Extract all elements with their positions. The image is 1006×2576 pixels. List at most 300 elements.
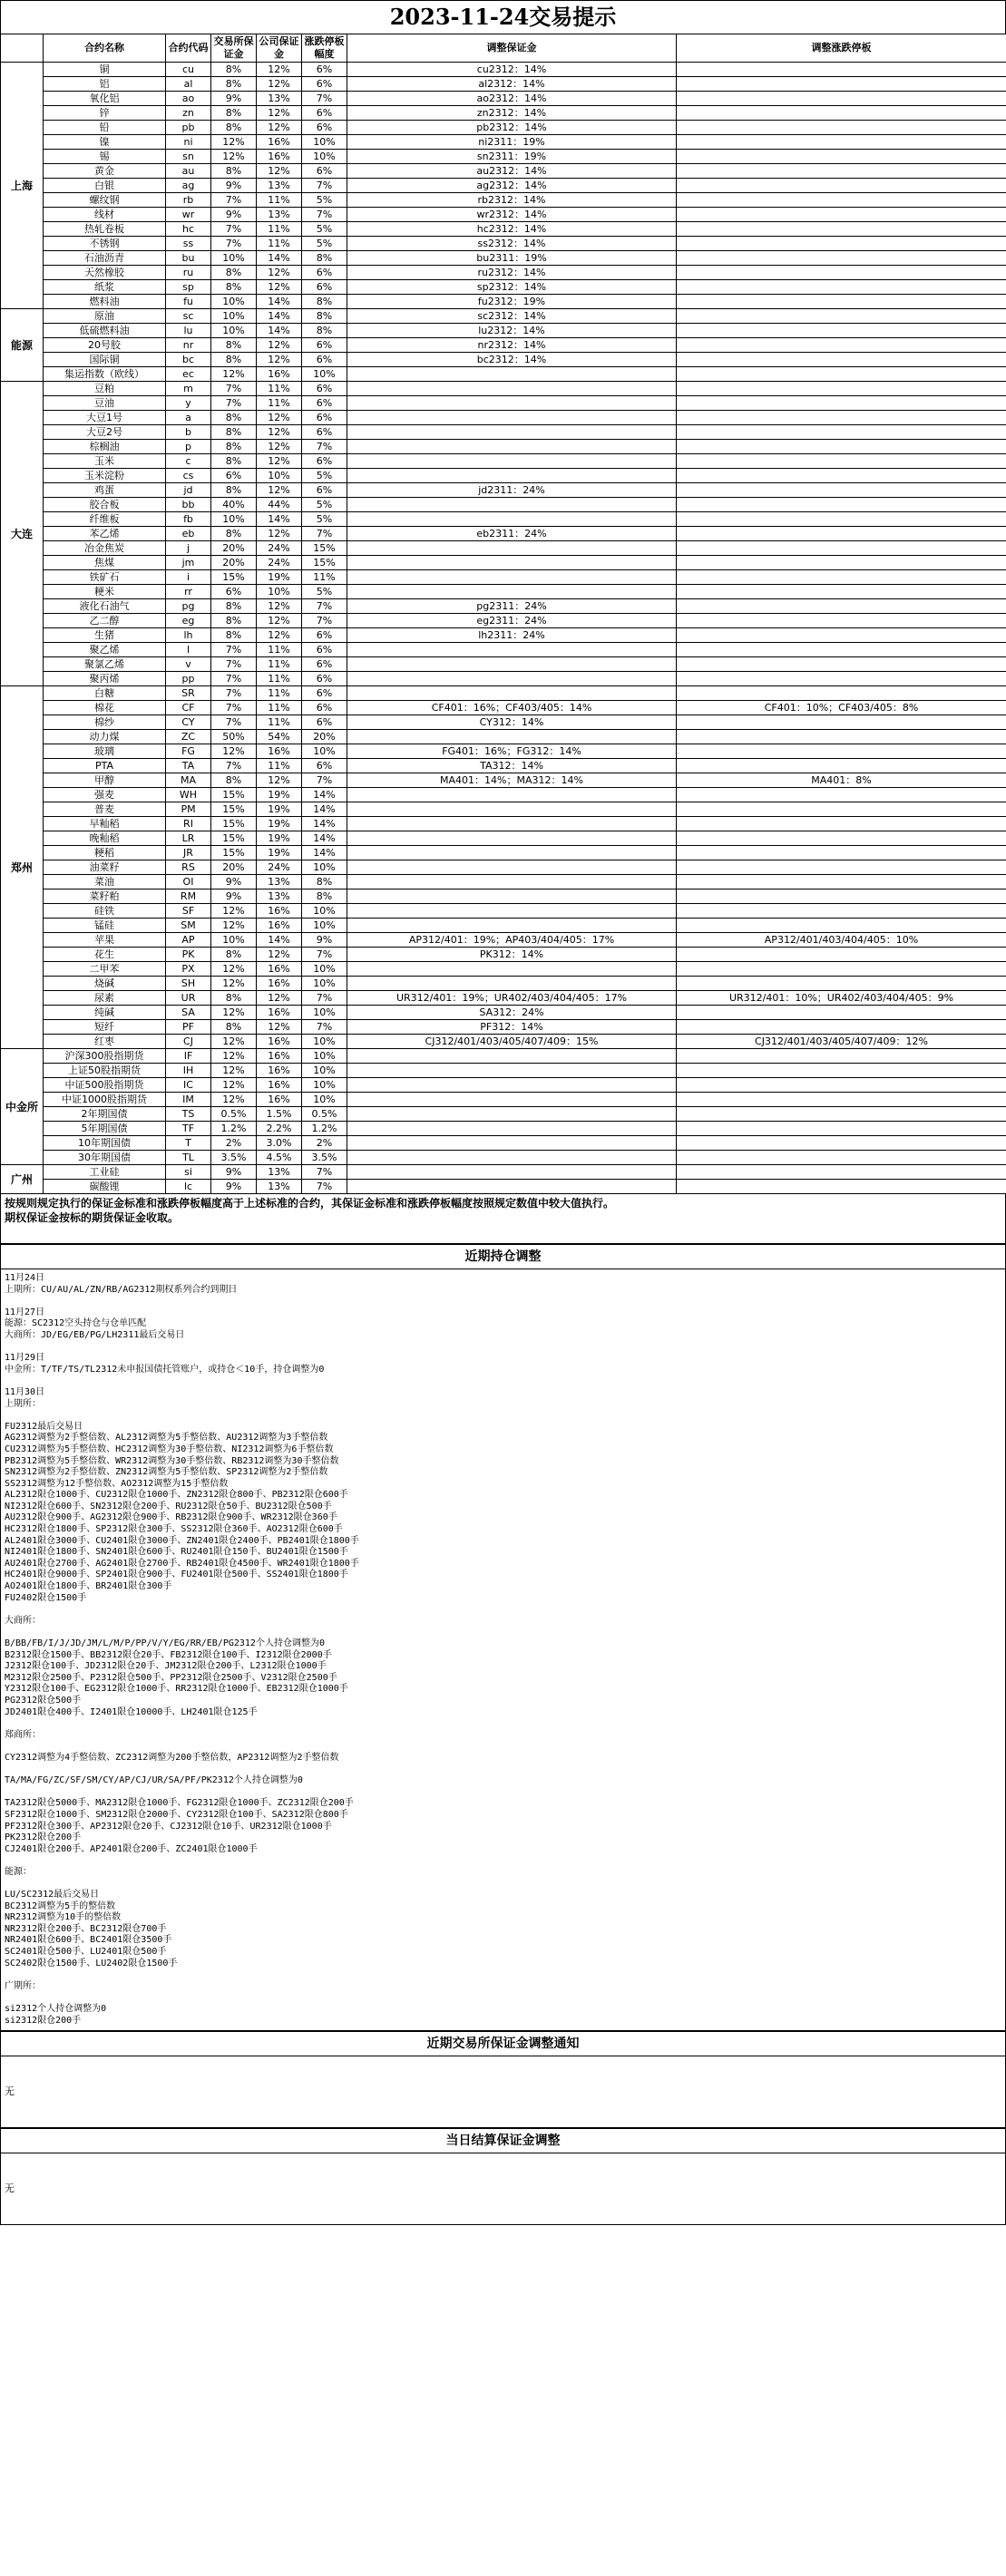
adjust-limit-cell (677, 324, 1006, 338)
limit-cell: 14% (302, 802, 347, 817)
limit-cell: 8% (302, 251, 347, 266)
company-margin-cell: 12% (257, 353, 302, 367)
adjust-limit-cell (677, 469, 1006, 483)
code-cell: TF (166, 1122, 211, 1136)
limit-cell: 7% (302, 208, 347, 222)
position-line: AL2401限仓3000手、CU2401限仓3000手、ZN2401限仓2400手、PB2401限仓1800手 (5, 1535, 359, 1546)
company-margin-cell: 16% (257, 1078, 302, 1093)
adjust-margin-cell: hc2312：14% (347, 222, 677, 237)
limit-cell: 5% (302, 237, 347, 251)
code-cell: AP (166, 933, 211, 948)
adjust-limit-cell (677, 802, 1006, 817)
table-row (1, 193, 1006, 208)
table-row (1, 730, 1006, 744)
exchange-margin-notice-title: 近期交易所保证金调整通知 (0, 2031, 1006, 2056)
company-margin-cell: 12% (257, 266, 302, 280)
adjust-limit-cell (677, 904, 1006, 919)
code-cell: eg (166, 614, 211, 628)
table-row (1, 251, 1006, 266)
company-margin-cell: 11% (257, 222, 302, 237)
position-line (5, 1342, 1001, 1354)
position-line: PK2312限仓200手 (5, 1832, 82, 1843)
adjust-margin-cell (347, 919, 677, 933)
company-margin-cell: 11% (257, 686, 302, 701)
position-line: FU2312最后交易日 (5, 1421, 83, 1432)
code-cell: a (166, 411, 211, 425)
code-cell: WH (166, 788, 211, 802)
exchange-margin-cell: 7% (211, 396, 257, 411)
name-cell: 聚丙烯 (44, 672, 166, 686)
name-cell: 豆粕 (44, 382, 166, 396)
position-line: AL2312限仓1000手、CU2312限仓1000手、ZN2312限仓800手、PB2312限仓600手 (5, 1490, 348, 1501)
adjust-limit-cell (677, 817, 1006, 831)
table-row (1, 977, 1006, 991)
table-row (1, 556, 1006, 570)
exchange-margin-cell: 8% (211, 599, 257, 614)
limit-cell: 7% (302, 599, 347, 614)
company-margin-cell: 16% (257, 962, 302, 977)
name-cell: 甲醇 (44, 773, 166, 788)
exchange-margin-cell: 7% (211, 672, 257, 686)
name-cell: 20号胶 (44, 338, 166, 353)
name-cell: 早籼稻 (44, 817, 166, 831)
adjust-limit-cell (677, 63, 1006, 77)
limit-cell: 6% (302, 280, 347, 295)
exchange-margin-cell: 20% (211, 541, 257, 556)
table-row (1, 1006, 1006, 1020)
table-row (1, 614, 1006, 628)
limit-cell: 6% (302, 63, 347, 77)
adjust-limit-cell (677, 193, 1006, 208)
company-margin-cell: 12% (257, 527, 302, 541)
company-margin-cell: 16% (257, 1064, 302, 1078)
adjust-limit-cell (677, 831, 1006, 846)
code-cell: sn (166, 150, 211, 164)
limit-cell: 15% (302, 541, 347, 556)
limit-cell: 3.5% (302, 1151, 347, 1165)
table-row (1, 1093, 1006, 1107)
adjust-limit-cell (677, 1165, 1006, 1180)
code-cell: fb (166, 512, 211, 527)
adjust-limit-cell: UR312/401：10%；UR402/403/404/405：9% (677, 991, 1006, 1006)
exchange-margin-cell: 12% (211, 1035, 257, 1049)
adjust-margin-cell: rb2312：14% (347, 193, 677, 208)
exchange-margin-cell: 20% (211, 556, 257, 570)
position-line: TA/MA/FG/ZC/SF/SM/CY/AP/CJ/UR/SA/PF/PK2312个人持仓调整为0 (5, 1775, 303, 1786)
header-adjust-limit: 调整涨跌停板 (677, 34, 1006, 63)
exchange-margin-cell: 6% (211, 469, 257, 483)
adjust-limit-cell (677, 1020, 1006, 1035)
limit-cell: 6% (302, 628, 347, 643)
exchange-margin-cell: 12% (211, 904, 257, 919)
company-margin-cell: 12% (257, 599, 302, 614)
limit-cell: 6% (302, 701, 347, 715)
adjust-limit-cell (677, 338, 1006, 353)
position-line: AO2401限仓1800手、BR2401限仓300手 (5, 1581, 172, 1592)
limit-cell: 10% (302, 860, 347, 875)
adjust-margin-cell (347, 1180, 677, 1194)
company-margin-cell: 2.2% (257, 1122, 302, 1136)
table-body (1, 63, 1006, 1194)
limit-cell: 6% (302, 425, 347, 440)
table-row (1, 889, 1006, 904)
company-margin-cell: 12% (257, 63, 302, 77)
limit-cell: 7% (302, 948, 347, 962)
exchange-margin-cell: 8% (211, 991, 257, 1006)
adjust-margin-cell: wr2312：14% (347, 208, 677, 222)
exchange-margin-cell: 8% (211, 440, 257, 454)
name-cell: 锌 (44, 106, 166, 121)
limit-cell: 5% (302, 469, 347, 483)
exchange-margin-cell: 8% (211, 483, 257, 498)
table-row (1, 208, 1006, 222)
name-cell: 热轧卷板 (44, 222, 166, 237)
position-line: AU2401限仓2700手、AG2401限仓2700手、RB2401限仓4500手、WR2401限仓1800手 (5, 1558, 359, 1569)
code-cell: c (166, 454, 211, 469)
exchange-margin-cell: 8% (211, 164, 257, 179)
exchange-margin-cell: 20% (211, 860, 257, 875)
table-row (1, 1107, 1006, 1122)
code-cell: cs (166, 469, 211, 483)
company-margin-cell: 19% (257, 846, 302, 860)
limit-cell: 6% (302, 77, 347, 92)
limit-cell: 10% (302, 1064, 347, 1078)
company-margin-cell: 16% (257, 919, 302, 933)
limit-cell: 10% (302, 904, 347, 919)
exchange-margin-cell: 0.5% (211, 1107, 257, 1122)
exchange-margin-cell: 12% (211, 367, 257, 382)
adjust-margin-cell (347, 846, 677, 860)
adjust-limit-cell (677, 527, 1006, 541)
exchange-margin-cell: 8% (211, 77, 257, 92)
adjust-margin-cell (347, 1064, 677, 1078)
table-row (1, 599, 1006, 614)
table-row (1, 860, 1006, 875)
name-cell: 菜油 (44, 875, 166, 889)
exchange-margin-cell: 8% (211, 454, 257, 469)
exchange-cell: 广州 (1, 1165, 44, 1194)
table-row (1, 701, 1006, 715)
limit-cell: 6% (302, 657, 347, 672)
adjust-margin-cell: eb2311：24% (347, 527, 677, 541)
name-cell: 聚乙烯 (44, 643, 166, 657)
table-row (1, 295, 1006, 309)
name-cell: 粳米 (44, 585, 166, 599)
adjust-limit-cell (677, 382, 1006, 396)
settlement-margin-title: 当日结算保证金调整 (0, 2128, 1006, 2153)
name-cell: 30年期国债 (44, 1151, 166, 1165)
table-row (1, 324, 1006, 338)
adjust-limit-cell (677, 295, 1006, 309)
adjust-margin-cell (347, 1078, 677, 1093)
name-cell: 中证500股指期货 (44, 1078, 166, 1093)
company-margin-cell: 12% (257, 1020, 302, 1035)
name-cell: 豆油 (44, 396, 166, 411)
company-margin-cell: 24% (257, 541, 302, 556)
table-row (1, 1165, 1006, 1180)
adjust-margin-cell (347, 889, 677, 904)
adjust-margin-cell (347, 788, 677, 802)
position-line: NI2312限仓600手、SN2312限仓200手、RU2312限仓50手、BU2312限仓500手 (5, 1501, 332, 1512)
code-cell: UR (166, 991, 211, 1006)
table-row (1, 382, 1006, 396)
exchange-margin-cell: 50% (211, 730, 257, 744)
adjust-limit-cell: CF401：10%；CF403/405：8% (677, 701, 1006, 715)
limit-cell: 6% (302, 266, 347, 280)
adjust-margin-cell (347, 512, 677, 527)
company-margin-cell: 16% (257, 977, 302, 991)
exchange-margin-cell: 7% (211, 237, 257, 251)
table-row (1, 353, 1006, 367)
name-cell: 天然橡胶 (44, 266, 166, 280)
adjust-margin-cell: UR312/401：19%；UR402/403/404/405：17% (347, 991, 677, 1006)
limit-cell: 8% (302, 309, 347, 324)
code-cell: pb (166, 121, 211, 135)
adjust-limit-cell (677, 237, 1006, 251)
position-line: HC2401限仓9000手、SP2401限仓900手、FU2401限仓500手、SS2401限仓1800手 (5, 1570, 348, 1580)
company-margin-cell: 16% (257, 1006, 302, 1020)
name-cell: 原油 (44, 309, 166, 324)
name-cell: 菜籽粕 (44, 889, 166, 904)
exchange-margin-cell: 12% (211, 1078, 257, 1093)
adjust-limit-cell (677, 1180, 1006, 1194)
code-cell: cu (166, 63, 211, 77)
position-line (5, 1296, 1001, 1307)
adjust-margin-cell: AP312/401：19%；AP403/404/405：17% (347, 933, 677, 948)
exchange-margin-cell: 10% (211, 324, 257, 338)
table-row (1, 846, 1006, 860)
table-row (1, 1035, 1006, 1049)
adjust-margin-cell: PF312：14% (347, 1020, 677, 1035)
company-margin-cell: 11% (257, 715, 302, 730)
position-line: 能源：SC2312空头持仓与仓单匹配 (5, 1318, 147, 1329)
name-cell: 低硫燃料油 (44, 324, 166, 338)
table-row (1, 1020, 1006, 1035)
name-cell: 白糖 (44, 686, 166, 701)
adjust-margin-cell (347, 1093, 677, 1107)
position-line: Y2312限仓100手、EG2312限仓1000手、RR2312限仓1000手、EB2312限仓1000手 (5, 1684, 348, 1695)
code-cell: si (166, 1165, 211, 1180)
position-line: 大商所：JD/EG/EB/PG/LH2311最后交易日 (5, 1329, 185, 1340)
company-margin-cell: 12% (257, 338, 302, 353)
adjust-limit-cell: AP312/401/403/404/405：10% (677, 933, 1006, 948)
company-margin-cell: 16% (257, 1093, 302, 1107)
name-cell: 纯碱 (44, 1006, 166, 1020)
exchange-margin-cell: 8% (211, 614, 257, 628)
exchange-margin-cell: 9% (211, 208, 257, 222)
exchange-margin-cell: 9% (211, 179, 257, 193)
company-margin-cell: 13% (257, 179, 302, 193)
code-cell: sc (166, 309, 211, 324)
company-margin-cell: 11% (257, 193, 302, 208)
limit-cell: 10% (302, 1049, 347, 1064)
limit-cell: 7% (302, 773, 347, 788)
name-cell: 上证50股指期货 (44, 1064, 166, 1078)
company-margin-cell: 12% (257, 77, 302, 92)
exchange-margin-cell: 9% (211, 92, 257, 106)
company-margin-cell: 19% (257, 788, 302, 802)
code-cell: b (166, 425, 211, 440)
exchange-margin-cell: 8% (211, 353, 257, 367)
company-margin-cell: 19% (257, 570, 302, 585)
adjust-margin-cell (347, 1049, 677, 1064)
limit-cell: 6% (302, 106, 347, 121)
position-line: 11月27日 (5, 1307, 45, 1317)
code-cell: m (166, 382, 211, 396)
position-line (5, 1855, 1001, 1867)
name-cell: 棕榈油 (44, 440, 166, 454)
table-row (1, 150, 1006, 164)
position-line: 大商所： (5, 1615, 41, 1626)
company-margin-cell: 12% (257, 991, 302, 1006)
position-line (5, 1627, 1001, 1638)
table-row (1, 759, 1006, 773)
code-cell: MA (166, 773, 211, 788)
position-line: FU2402限仓1500手 (5, 1592, 87, 1603)
name-cell: 纸浆 (44, 280, 166, 295)
table-row (1, 628, 1006, 643)
exchange-margin-cell: 8% (211, 63, 257, 77)
table-row (1, 454, 1006, 469)
name-cell: 白银 (44, 179, 166, 193)
company-margin-cell: 16% (257, 904, 302, 919)
adjust-margin-cell: pg2311：24% (347, 599, 677, 614)
table-row (1, 570, 1006, 585)
name-cell: 油菜籽 (44, 860, 166, 875)
limit-cell: 6% (302, 382, 347, 396)
position-line (5, 1718, 1001, 1730)
name-cell: 玉米淀粉 (44, 469, 166, 483)
code-cell: SH (166, 977, 211, 991)
adjust-limit-cell (677, 788, 1006, 802)
limit-cell: 8% (302, 889, 347, 904)
table-row (1, 396, 1006, 411)
limit-cell: 6% (302, 454, 347, 469)
company-margin-cell: 12% (257, 411, 302, 425)
position-line: 能源： (5, 1866, 32, 1877)
limit-cell: 9% (302, 933, 347, 948)
name-cell: 镍 (44, 135, 166, 150)
name-cell: 玻璃 (44, 744, 166, 759)
code-cell: pp (166, 672, 211, 686)
table-row (1, 643, 1006, 657)
position-line: 郑商所： (5, 1729, 41, 1740)
header-company-margin: 公司保证金 (257, 34, 302, 63)
code-cell: lu (166, 324, 211, 338)
limit-cell: 1.2% (302, 1122, 347, 1136)
code-cell: JR (166, 846, 211, 860)
exchange-margin-cell: 7% (211, 382, 257, 396)
exchange-margin-cell: 2% (211, 1136, 257, 1151)
code-cell: TS (166, 1107, 211, 1122)
name-cell: 黄金 (44, 164, 166, 179)
adjust-limit-cell (677, 744, 1006, 759)
table-row (1, 672, 1006, 686)
adjust-margin-cell: nr2312：14% (347, 338, 677, 353)
exchange-margin-cell: 6% (211, 585, 257, 599)
code-cell: CJ (166, 1035, 211, 1049)
limit-cell: 6% (302, 715, 347, 730)
position-line: PG2312限仓500手 (5, 1695, 82, 1706)
name-cell: 纤维板 (44, 512, 166, 527)
limit-cell: 6% (302, 164, 347, 179)
adjust-margin-cell (347, 831, 677, 846)
limit-cell: 7% (302, 440, 347, 454)
adjust-limit-cell (677, 715, 1006, 730)
name-cell: 大豆2号 (44, 425, 166, 440)
position-line: si2312个人持仓调整为0 (5, 2004, 107, 2014)
adjust-limit-cell: CJ312/401/403/405/407/409：12% (677, 1035, 1006, 1049)
adjust-limit-cell (677, 599, 1006, 614)
code-cell: IF (166, 1049, 211, 1064)
adjust-limit-cell (677, 483, 1006, 498)
adjust-limit-cell (677, 1078, 1006, 1093)
table-row (1, 92, 1006, 106)
adjust-margin-cell (347, 686, 677, 701)
table-row (1, 991, 1006, 1006)
adjust-margin-cell: ss2312：14% (347, 237, 677, 251)
position-line: CY2312调整为4手整倍数、ZC2312调整为200手整倍数，AP2312调整为2手整倍数 (5, 1752, 339, 1763)
name-cell: 烧碱 (44, 977, 166, 991)
limit-cell: 7% (302, 1165, 347, 1180)
adjust-margin-cell (347, 657, 677, 672)
exchange-margin-cell: 8% (211, 628, 257, 643)
exchange-margin-cell: 7% (211, 701, 257, 715)
table-row (1, 948, 1006, 962)
table-row (1, 933, 1006, 948)
adjust-limit-cell (677, 948, 1006, 962)
code-cell: al (166, 77, 211, 92)
position-line (5, 1787, 1001, 1799)
adjust-margin-cell (347, 730, 677, 744)
name-cell: 硅铁 (44, 904, 166, 919)
adjust-limit-cell (677, 889, 1006, 904)
position-line: J2312限仓100手、JD2312限仓20手、JM2312限仓200手、L2312限仓1000手 (5, 1661, 327, 1672)
code-cell: bu (166, 251, 211, 266)
table-row (1, 1180, 1006, 1194)
adjust-limit-cell (677, 672, 1006, 686)
position-line (5, 1992, 1001, 2004)
exchange-margin-cell: 12% (211, 1049, 257, 1064)
code-cell: PF (166, 1020, 211, 1035)
table-row (1, 77, 1006, 92)
exchange-margin-cell: 12% (211, 150, 257, 164)
limit-cell: 10% (302, 367, 347, 382)
table-row (1, 469, 1006, 483)
position-line: 广期所： (5, 1980, 41, 1991)
name-cell: 乙二醇 (44, 614, 166, 628)
code-cell: y (166, 396, 211, 411)
adjust-margin-cell (347, 440, 677, 454)
limit-cell: 14% (302, 831, 347, 846)
adjust-limit-cell (677, 179, 1006, 193)
limit-cell: 15% (302, 556, 347, 570)
table-row (1, 222, 1006, 237)
table-row (1, 585, 1006, 599)
table-row (1, 744, 1006, 759)
code-cell: ss (166, 237, 211, 251)
name-cell: 苯乙烯 (44, 527, 166, 541)
adjust-limit-cell (677, 208, 1006, 222)
exchange-margin-cell: 12% (211, 1093, 257, 1107)
limit-cell: 5% (302, 585, 347, 599)
adjust-limit-cell (677, 77, 1006, 92)
adjust-limit-cell (677, 541, 1006, 556)
exchange-margin-cell: 7% (211, 643, 257, 657)
adjust-limit-cell (677, 614, 1006, 628)
limit-cell: 7% (302, 92, 347, 106)
exchange-margin-cell: 15% (211, 831, 257, 846)
